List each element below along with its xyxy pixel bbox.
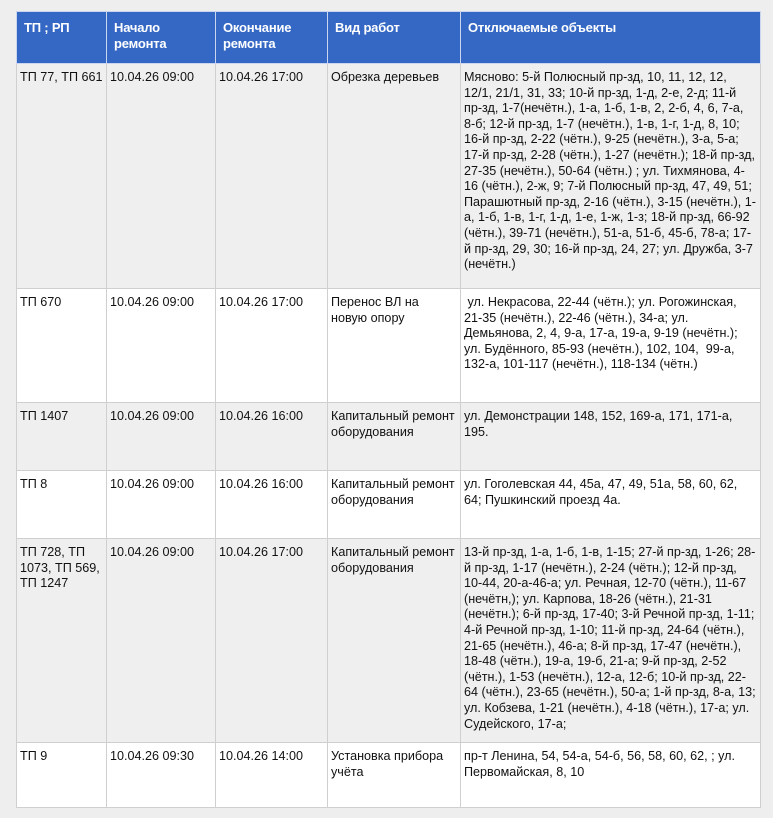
cell-start: 10.04.26 09:00 xyxy=(107,289,216,403)
table-row xyxy=(17,64,761,289)
cell-end: 10.04.26 17:00 xyxy=(216,539,328,743)
cell-objects: ул. Некрасова, 22-44 (чётн.); ул. Рогожинская, 21-35 (нечётн.), 22-46 (чётн.), 34-а; ул. Демьянова, 2, 4, 9-а, 17-а, 19-а, 9-19 (нечётн.); ул. Будённого, 85-93 (нечётн.), 102, 104, 99-а, 132-а, 101-117 (нечётн.), 118-134 (чётн.) xyxy=(461,289,761,403)
cell-work: Установка прибора учёта xyxy=(328,743,461,808)
table-row xyxy=(17,743,761,808)
cell-objects: 13-й пр-зд, 1-а, 1-б, 1-в, 1-15; 27-й пр-зд, 1-26; 28-й пр-зд, 1-17 (нечётн.), 2-24 (чётн.); 12-й пр-зд, 10-44, 20-а-46-а; ул. Речная, 12-70 (чётн.), 11-67 (нечётн,); ул. Карпова, 18-26 (чётн.), 21-31 (нечётн.); 6-й пр-зд, 17-40; 3-й Речной пр-зд, 1-11; 4-й Речной пр-зд, 1-10; 11-й пр-зд, 24-64 (чётн.), 21-65 (нечётн.), 46-а; 8-й пр-зд, 17-47 (нечётн.), 18-48 (чётн.), 19-а, 19-б, 21-а; 9-й пр-зд, 2-52 (чётн.), 1-53 (нечётн.), 12-а, 12-б; 10-й пр-зд, 22-64 (чётн.), 23-65 (нечётн.), 50-а; 1-й пр-зд, 8-а, 13; ул. Кобзева, 1-21 (нечётн.), 4-18 (чётн.), 17-а; ул. Судейского, 17-а; xyxy=(461,539,761,743)
header-end: Окончание ремонта xyxy=(216,12,328,64)
table-row xyxy=(17,539,761,743)
cell-start: 10.04.26 09:00 xyxy=(107,64,216,289)
table-row xyxy=(17,289,761,403)
cell-work: Обрезка деревьев xyxy=(328,64,461,289)
cell-work: Капитальный ремонт оборудования xyxy=(328,403,461,471)
cell-tp: ТП 728, ТП 1073, ТП 569, ТП 1247 xyxy=(17,539,107,743)
cell-start: 10.04.26 09:30 xyxy=(107,743,216,808)
cell-start: 10.04.26 09:00 xyxy=(107,471,216,539)
cell-start: 10.04.26 09:00 xyxy=(107,539,216,743)
table-row xyxy=(17,471,761,539)
cell-end: 10.04.26 17:00 xyxy=(216,64,328,289)
cell-end: 10.04.26 14:00 xyxy=(216,743,328,808)
cell-work: Капитальный ремонт оборудования xyxy=(328,539,461,743)
table-row xyxy=(17,403,761,471)
cell-tp: ТП 8 xyxy=(17,471,107,539)
header-start: Начало ремонта xyxy=(107,12,216,64)
cell-objects: Мясново: 5-й Полюсный пр-зд, 10, 11, 12, 12, 12/1, 21/1, 31, 33; 10-й пр-зд, 1-д, 2-е, 2-д; 11-й пр-зд, 1-7(нечётн.), 1-а, 1-б, 1-в, 2, 2-б, 4, 6, 7-а, 8-б; 12-й пр-зд, 1-7 (нечётн.), 1-в, 1-г, 1-д, 8, 10; 16-й пр-зд, 2-22 (чётн.), 9-25 (нечётн.), 3-а, 5-а; 17-й пр-зд, 2-28 (чётн.), 1-27 (нечётн.); 18-й пр-зд, 27-35 (нечётн.), 50-64 (чётн.) ; ул. Тихмянова, 4-16 (чётн.), 2-ж, 9; 7-й Полюсный пр-зд, 47, 49, 51; Парашютный пр-зд, 2-16 (чётн.), 3-15 (нечётн.), 1-а, 1-б, 1-в, 1-г, 1-д, 1-е, 1-ж, 1-з; 18-й пр-зд, 66-92 (чётн.), 39-71 (нечётн.), 51-а, 51-б, 45-б, 78-а; 17-й пр-зд, 29, 30; 16-й пр-зд, 24, 27; ул. Дружба, 3-7 (нечётн.) xyxy=(461,64,761,289)
cell-end: 10.04.26 17:00 xyxy=(216,289,328,403)
cell-work: Перенос ВЛ на новую опору xyxy=(328,289,461,403)
outage-schedule-table xyxy=(16,11,761,808)
header-work-type: Вид работ xyxy=(328,12,461,64)
cell-end: 10.04.26 16:00 xyxy=(216,471,328,539)
cell-tp: ТП 9 xyxy=(17,743,107,808)
header-affected-objects: Отключаемые объекты xyxy=(461,12,761,64)
cell-end: 10.04.26 16:00 xyxy=(216,403,328,471)
cell-tp: ТП 1407 xyxy=(17,403,107,471)
cell-start: 10.04.26 09:00 xyxy=(107,403,216,471)
cell-objects: ул. Демонстрации 148, 152, 169-а, 171, 171-а, 195. xyxy=(461,403,761,471)
cell-objects: пр-т Ленина, 54, 54-а, 54-б, 56, 58, 60, 62, ; ул. Первомайская, 8, 10 xyxy=(461,743,761,808)
cell-tp: ТП 77, ТП 661 xyxy=(17,64,107,289)
cell-tp: ТП 670 xyxy=(17,289,107,403)
table-header-row xyxy=(17,12,761,64)
header-tp-rp: ТП ; РП xyxy=(17,12,107,64)
cell-work: Капитальный ремонт оборудования xyxy=(328,471,461,539)
cell-objects: ул. Гоголевская 44, 45а, 47, 49, 51а, 58, 60, 62, 64; Пушкинский проезд 4а. xyxy=(461,471,761,539)
